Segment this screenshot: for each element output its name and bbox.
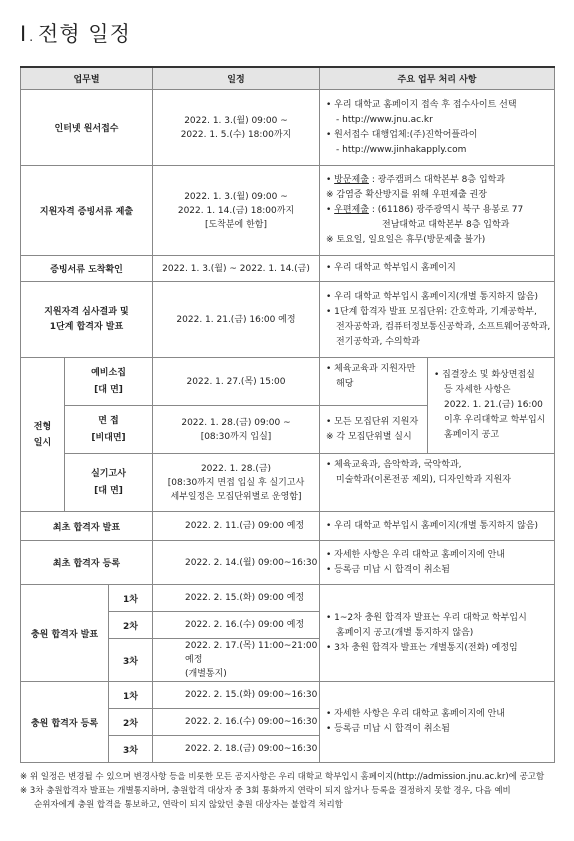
row-schedule: 2022. 2. 11.(금) 09:00 예정: [153, 512, 320, 541]
row-label: 지원자격 심사결과 및 1단계 합격자 발표: [21, 282, 153, 358]
table-row: [21, 358, 555, 406]
table-row: [21, 585, 555, 612]
page-title: [20, 18, 131, 48]
header-category: 업무별: [21, 67, 153, 90]
round-label: 1차: [109, 682, 153, 709]
row-schedule: 2022. 2. 15.(화) 09:00 예정: [153, 585, 320, 612]
row-notes: • 우리 대학교 학부입시 홈페이지(개별 통지하지 않음) • 1단계 합격자 발표 모집단위: 간호학과, 기계공학부, 전자공학과, 컴퓨터정보통신공학과, 소프트웨어공학과, 전기공학과, 수의학과: [320, 282, 555, 358]
row-notes: • 1~2차 충원 합격자 발표는 우리 대학교 학부입시 홈페이지 공고(개별 통지하지 않음) • 3차 충원 합격자 발표는 개별통지(전화) 예정임: [320, 585, 555, 682]
title-separator: .: [29, 30, 35, 44]
row-label: 증빙서류 도착확인: [21, 256, 153, 282]
footnotes: [20, 770, 560, 812]
footnote: 순위자에게 충원 합격을 통보하고, 연락이 되지 않았던 충원 대상자는 불합격 처리함: [34, 800, 343, 810]
row-schedule: 2022. 1. 21.(금) 16:00 예정: [153, 282, 320, 358]
row-label: 지원자격 증빙서류 제출: [21, 166, 153, 256]
footnote: ※ 3차 충원합격자 발표는 개별통지하며, 충원합격 대상자 중 3회 통화까지 연락이 되지 않거나 등록을 결정하지 못할 경우, 다음 예비: [20, 786, 511, 796]
row-schedule: 2022. 1. 3.(월) 09:00 ~ 2022. 1. 14.(금) 18:00까지 [도착분에 한함]: [153, 166, 320, 256]
title-text: 전형 일정: [38, 22, 131, 46]
table-row: [21, 282, 555, 358]
row-schedule: 2022. 2. 18.(금) 09:00~16:30: [153, 736, 320, 763]
row-schedule: 2022. 2. 14.(월) 09:00~16:30: [153, 541, 320, 585]
row-label: 충원 합격자 등록: [21, 682, 109, 763]
row-schedule: 2022. 1. 3.(월) ~ 2022. 1. 14.(금): [153, 256, 320, 282]
row-schedule: 2022. 1. 28.(금) 09:00 ~ [08:30까지 입실]: [153, 406, 320, 454]
schedule-table: [20, 66, 555, 763]
table-header-row: [21, 67, 555, 90]
row-notes: • 우리 대학교 학부입시 홈페이지: [320, 256, 555, 282]
row-label: 최초 합격자 발표: [21, 512, 153, 541]
table-row: [21, 454, 555, 512]
round-label: 2차: [109, 612, 153, 639]
table-row: [21, 90, 555, 166]
row-schedule: 2022. 2. 15.(화) 09:00~16:30: [153, 682, 320, 709]
row-label: 최초 합격자 등록: [21, 541, 153, 585]
row-label: 인터넷 원서접수: [21, 90, 153, 166]
table-row: [21, 682, 555, 709]
row-notes: • 체육교육과 지원자만 해당: [320, 358, 428, 406]
row-label: 면 접 [비대면]: [65, 406, 153, 454]
row-schedule: 2022. 1. 28.(금) [08:30까지 면접 입실 후 실기고사 세부일정은 모집단위별로 운영함]: [153, 454, 320, 512]
row-notes: • 자세한 사항은 우리 대학교 홈페이지에 안내 • 등록금 미납 시 합격이 취소됨: [320, 541, 555, 585]
table-row: [21, 256, 555, 282]
title-numeral: Ⅰ: [20, 22, 28, 46]
exam-side-notes: • 집결장소 및 화상면접실 등 자세한 사항은 2022. 1. 21.(금) 16:00 이후 우리대학교 학부입시 홈페이지 공고: [428, 358, 555, 454]
row-notes: • 체육교육과, 음악학과, 국악학과, 미술학과(이론전공 제외), 디자인학과 지원자: [320, 454, 555, 512]
row-notes: • 모든 모집단위 지원자 ※ 각 모집단위별 실시: [320, 406, 428, 454]
round-label: 3차: [109, 639, 153, 682]
header-schedule: 일정: [153, 67, 320, 90]
header-tasks: 주요 업무 처리 사항: [320, 67, 555, 90]
footnote: ※ 위 일정은 변경될 수 있으며 변경사항 등을 비롯한 모든 공지사항은 우리 대학교 학부입시 홈페이지(http://admission.jnu.ac.kr)에 공고함: [20, 772, 545, 782]
round-label: 3차: [109, 736, 153, 763]
row-notes: • 자세한 사항은 우리 대학교 홈페이지에 안내 • 등록금 미납 시 합격이 취소됨: [320, 682, 555, 763]
row-notes: • 방문제출 : 광주캠퍼스 대학본부 8층 입학과 ※ 감염증 확산방지를 위해 우편제출 권장 • 우편제출 : (61186) 광주광역시 북구 용봉로 77 전남대학교 대학본부 8층 입학과 ※ 토요일, 일요일은 휴무(방문제출 불가): [320, 166, 555, 256]
row-schedule: 2022. 2. 16.(수) 09:00~16:30: [153, 709, 320, 736]
row-notes: • 우리 대학교 학부입시 홈페이지(개별 통지하지 않음): [320, 512, 555, 541]
row-label: 예비소집 [대 면]: [65, 358, 153, 406]
round-label: 1차: [109, 585, 153, 612]
table-row: [21, 166, 555, 256]
row-schedule: 2022. 2. 17.(목) 11:00~21:00 예정 (개별통지): [153, 639, 320, 682]
row-label: 실기고사 [대 면]: [65, 454, 153, 512]
round-label: 2차: [109, 709, 153, 736]
row-schedule: 2022. 1. 3.(월) 09:00 ~ 2022. 1. 5.(수) 18:00까지: [153, 90, 320, 166]
table-row: [21, 541, 555, 585]
row-schedule: 2022. 1. 27.(목) 15:00: [153, 358, 320, 406]
table-row: [21, 512, 555, 541]
row-schedule: 2022. 2. 16.(수) 09:00 예정: [153, 612, 320, 639]
row-label: 충원 합격자 발표: [21, 585, 109, 682]
row-notes: • 우리 대학교 홈페이지 접속 후 접수사이트 선택 - http://www.jnu.ac.kr • 원서접수 대행업체:(주)진학어플라이 - http://www.jinhakapply.com: [320, 90, 555, 166]
exam-group-label: 전형 일시: [21, 358, 65, 512]
